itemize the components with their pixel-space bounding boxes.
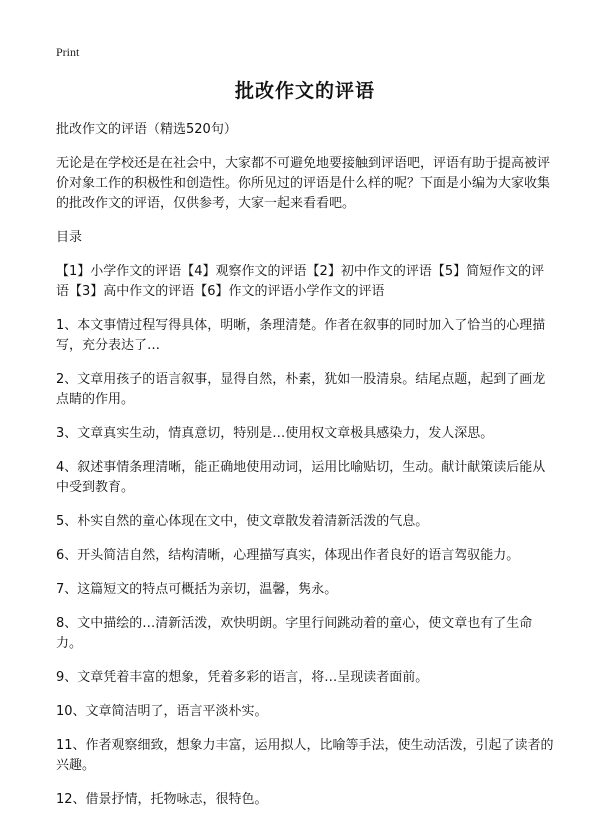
list-item: 1、本文事情过程写得具体，明晰，条理清楚。作者在叙事的同时加入了恰当的心理描写，充分表达了…	[56, 318, 546, 353]
list-item: 5、朴实自然的童心体现在文中，使文章散发着清新活泼的气息。	[56, 514, 429, 529]
list-item: 4、叙述事情条理清晰，能正确地使用动词，运用比喻贴切，生动。献计献策读后能从中受到教育。	[56, 460, 546, 495]
list-item: 9、文章凭着丰富的想象，凭着多彩的语言，将…呈现读者面前。	[56, 670, 429, 685]
list-item: 10、文章简洁明了，语言平淡朴实。	[56, 704, 268, 719]
list-item: 2、文章用孩子的语言叙事，显得自然，朴素，犹如一股清泉。结尾点题，起到了画龙点睛的作用。	[56, 372, 546, 407]
toc-heading: 目录	[56, 230, 83, 245]
list-item: 7、这篇短文的特点可概括为亲切，温馨，隽永。	[56, 582, 338, 597]
list-item: 8、文中描绘的…清新活泼，欢快明朗。字里行间跳动着的童心，使文章也有了生命力。	[56, 616, 533, 651]
list-item: 11、作者观察细致，想象力丰富，运用拟人，比喻等手法，使生动活泼，引起了读者的兴趣。	[56, 738, 554, 773]
list-item: 6、开头简洁自然，结构清晰，心理描写真实，体现出作者良好的语言驾驭能力。	[56, 548, 520, 563]
toc-links: 【1】小学作文的评语【4】观察作文的评语【2】初中作文的评语【5】简短作文的评语【3】高中作文的评语【6】作文的评语小学作文的评语	[56, 264, 545, 299]
list-item: 12、借景抒情，托物咏志，很特色。	[56, 792, 268, 807]
document-subtitle: 批改作文的评语（精选520句）	[56, 122, 237, 137]
print-label: Print	[56, 45, 80, 59]
list-item: 3、文章真实生动，情真意切，特别是…使用权文章极具感染力，发人深思。	[56, 426, 494, 441]
intro-paragraph: 无论是在学校还是在社会中，大家都不可避免地要接触到评语吧，评语有助于提高被评价对象工作的积极性和创造性。你所见过的评语是什么样的呢？下面是小编为大家收集的批改作文的评语，仅供参考，大家一起来看看吧。	[56, 156, 551, 211]
comment-list	[56, 316, 554, 810]
page-title: 批改作文的评语	[234, 80, 375, 102]
